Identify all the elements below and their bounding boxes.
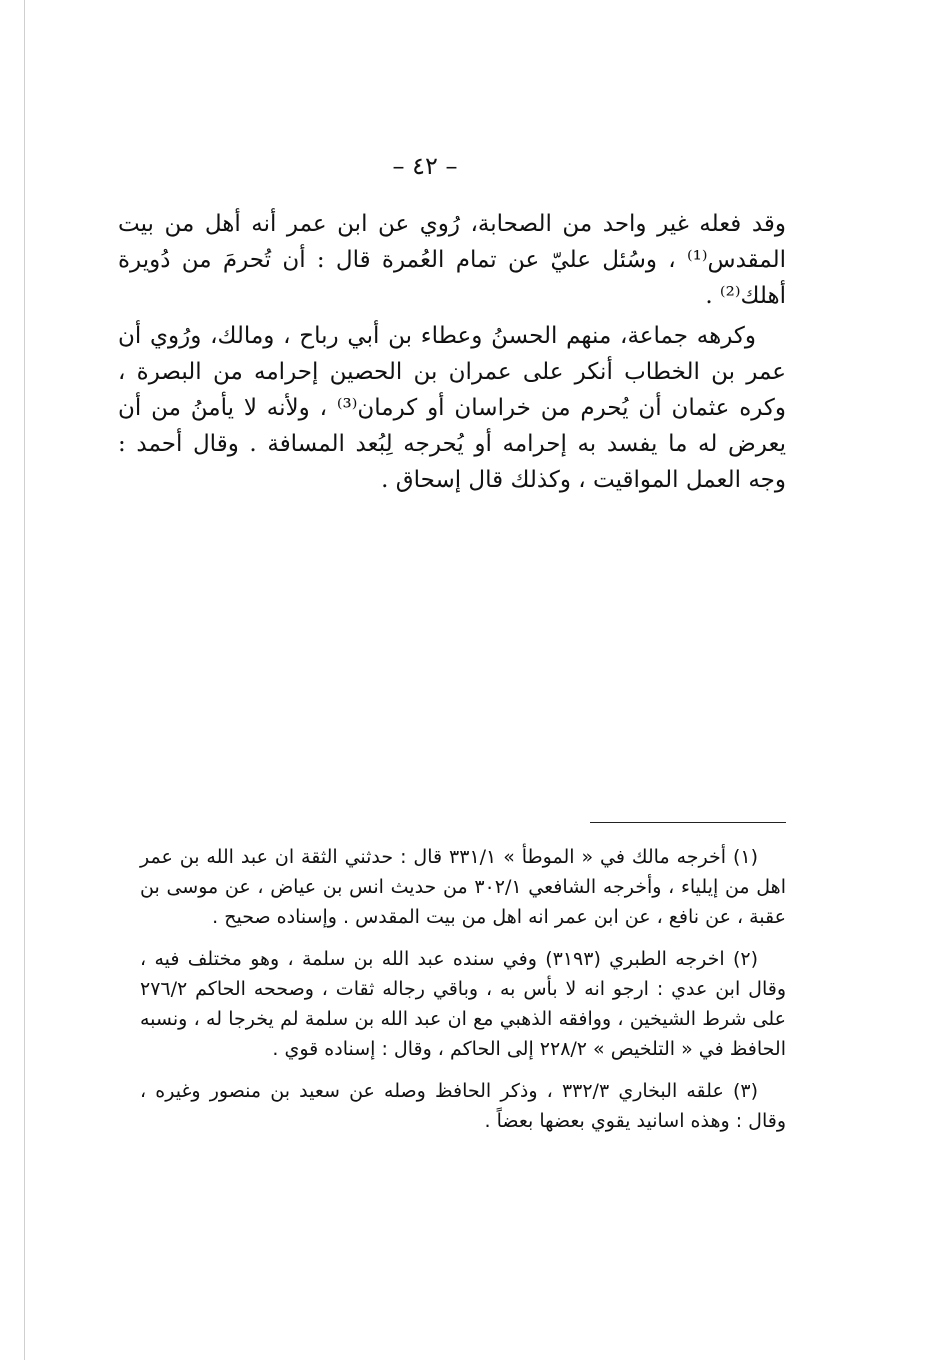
footnote-2: (٢) اخرجه الطبري (٣١٩٣) وفي سنده عبد الله بن سلمة ، وهو مختلف فيه ، وقال ابن عدي : ارجو انه لا بأس به ، وباقي رجاله ثقات ، وصححه الحاكم ٢٧٦/٢ على شرط الشيخين ، ووافقه الذهبي مع ان عبد الله بن سلمة لم يخرجا له ، ونسبه الحافظ في « التلخيص » ٢٢٨/٢ إلى الحاكم ، وقال : إسناده قوي . (140, 948, 786, 1060)
main-text (118, 206, 786, 498)
paragraph: وكرهه جماعة، منهم الحسنُ وعطاء بن أبي رباح ، ومالك، ورُوي أن عمر بن الخطاب أنكر على عمران بن الحصين إحرامه من البصرة ، وكره عثمان أن يُحرم من خراسان أو كرمان⁽³⁾ ، ولأنه لا يأمنُ من أن يعرض له ما يفسد به إحرامه أو يُحرجه لِبُعد المسافة . وقال أحمد : وجه العمل المواقيت ، وكذلك قال إسحاق . (118, 323, 786, 493)
footnote-1: (١) أخرجه مالك في « الموطأ » ٣٣١/١ قال : حدثني الثقة ان عبد الله بن عمر اهل من إيلياء ، وأخرجه الشافعي ٣٠٢/١ من حديث انس بن عياض ، عن موسى بن عقبة ، عن نافع ، عن ابن عمر انه اهل من بيت المقدس . وإسناده صحيح . (140, 846, 786, 928)
footnote-separator (590, 822, 786, 823)
paragraph: وقد فعله غير واحد من الصحابة، رُوي عن ابن عمر أنه أهل من بيت المقدس⁽¹⁾ ، وسُئل عليّ عن تمام العُمرة قال : أن تُحرمَ من دُويرة أهلك⁽²⁾ . (118, 211, 786, 309)
footnotes (140, 842, 786, 1148)
scan-margin-line (24, 0, 25, 1360)
page-number: – ٤٢ – (392, 152, 458, 180)
footnote-3: (٣) علقه البخاري ٣٣٢/٣ ، وذكر الحافظ وصله عن سعيد بن منصور وغيره ، وقال : وهذه اسانيد يقوي بعضها بعضاً . (140, 1080, 786, 1132)
